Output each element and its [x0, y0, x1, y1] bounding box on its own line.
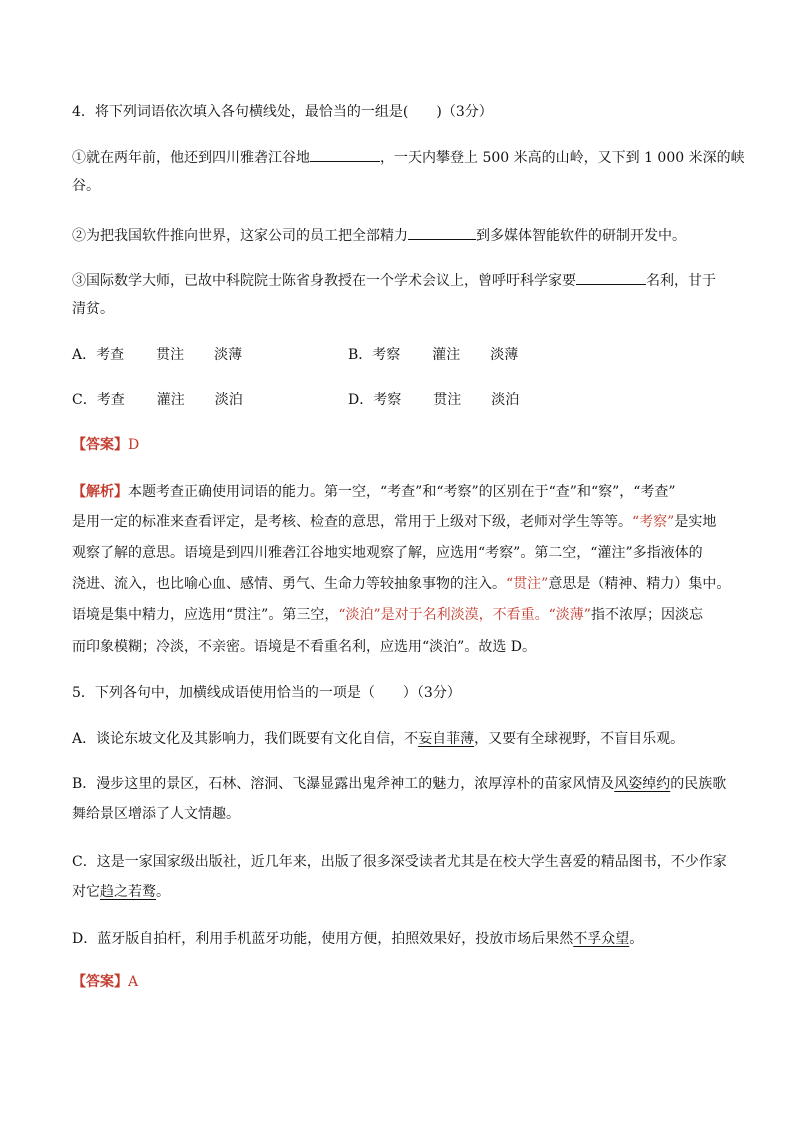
q4-sentence-2: ②为把我国软件推向世界，这家公司的员工把全部精力 到多媒体智能软件的研制开发中。 [72, 225, 686, 246]
underlined-idiom: 风姿绰约 [614, 776, 671, 792]
q5-option-c-cont: 对它趋之若鹜。 [72, 884, 170, 900]
option-a: A．考查 贯注 淡薄 [72, 347, 243, 363]
q5-option-b: B．漫步这里的景区，石林、溶洞、飞瀑显露出鬼斧神工的魅力，浓厚淳朴的苗家风情及风姿绰约的民族歌 [72, 776, 727, 792]
q4-sentence-1-cont: 谷。 [72, 178, 100, 194]
underlined-idiom: 妄自菲薄 [418, 731, 475, 747]
q5-option-d: D．蓝牙版自拍杆，利用手机蓝牙功能，使用方便，拍照效果好，投放市场后果然不孚众望。 [72, 931, 644, 947]
option-b: B．考察 灌注 淡薄 [348, 347, 519, 363]
option-c: C．考查 灌注 淡泊 [72, 392, 243, 408]
blank-line [310, 147, 380, 162]
q4-analysis-line-4: 浇进、流入，也比喻心血、感情、勇气、生命力等较抽象事物的注入。“贯注”意思是（精神、精力）集中。 [72, 576, 731, 592]
q4-sentence-3: ③国际数学大师，已故中科院院士陈省身教授在一个学术会议上，曾呼吁科学家要 名利，甘于 [72, 270, 716, 291]
q5-stem: 5．下列各句中，加横线成语使用恰当的一项是（ ）（3分） [72, 685, 461, 701]
q4-analysis-line-3: 观察了解的意思。语境是到四川雅砻江谷地实地观察了解，应选用“考察”。第二空，“灌注”多指液体的 [72, 545, 703, 561]
q5-answer: 【答案】A [72, 974, 139, 990]
q4-analysis-line-2: 是用一定的标准来查看评定，是考核、检查的意思，常用于上级对下级，老师对学生等等。“考察”是实地 [72, 514, 717, 530]
underlined-idiom: 不孚众望 [573, 931, 630, 947]
q4-stem: 4．将下列词语依次填入各句横线处，最恰当的一组是( )（3分） [72, 104, 493, 120]
blank-line [576, 270, 646, 285]
q4-analysis-line-6: 而印象模糊；冷淡，不亲密。语境是不看重名利，应选用“淡泊”。故选 D。 [72, 639, 536, 655]
q4-answer: 【答案】D [72, 437, 140, 453]
q4-analysis-line-1: 【解析】本题考查正确使用词语的能力。第一空，“考查”和“考察”的区别在于“查”和“察”，“考查” [72, 484, 676, 500]
underlined-idiom: 趋之若鹜 [100, 884, 156, 900]
blank-line [408, 225, 476, 240]
q4-sentence-3-cont: 清贫。 [72, 301, 114, 317]
q5-option-b-cont: 舞给景区增添了人文情趣。 [72, 806, 240, 822]
option-d: D．考察 贯注 淡泊 [348, 392, 520, 408]
q5-option-c: C．这是一家国家级出版社，近几年来，出版了很多深受读者尤其是在校大学生喜爱的精品图书，不少作家 [72, 854, 727, 870]
q4-sentence-1: ①就在两年前，他还到四川雅砻江谷地 ，一天内攀登上 500 米高的山岭，又下到 1 000 米深的峡 [72, 147, 745, 168]
q5-option-a: A．谈论东坡文化及其影响力，我们既要有文化自信，不妄自菲薄，又要有全球视野，不盲目乐观。 [72, 731, 685, 747]
q4-analysis-line-5: 语境是集中精力，应选用“贯注”。第三空，“淡泊”是对于名利淡漠，不看重。“淡薄”指不浓厚；因淡忘 [72, 607, 703, 623]
